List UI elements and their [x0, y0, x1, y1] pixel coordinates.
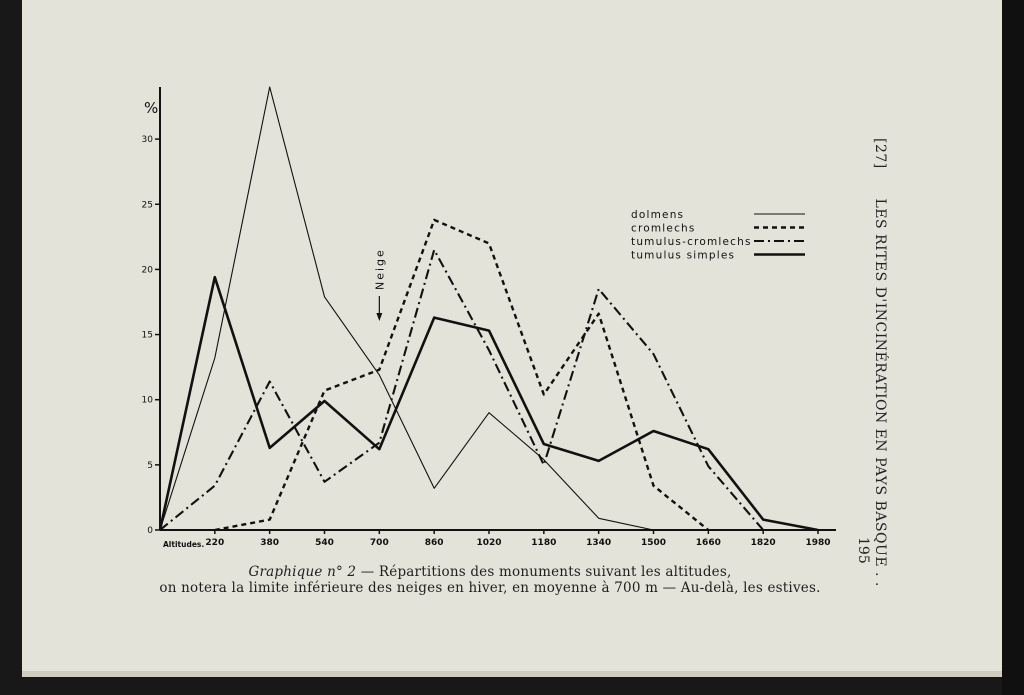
y-axis-label: % — [144, 99, 159, 117]
running-title: LES RITES D'INCINÉRATION EN PAYS BASQUE . . — [872, 198, 888, 587]
y-tick-label: 20 — [141, 265, 153, 276]
legend-label: tumulus simples — [631, 249, 736, 262]
chart-annotation — [373, 248, 386, 321]
x-tick-label: 1820 — [750, 538, 776, 548]
chart-legend — [631, 209, 805, 262]
y-tick-label: 0 — [147, 526, 153, 536]
x-tick-label: 1980 — [805, 538, 831, 548]
x-tick-label: 1020 — [476, 538, 502, 548]
legend-label: cromlechs — [631, 222, 696, 235]
folio-number: [27] — [872, 138, 888, 169]
series-line-cromlechs — [215, 220, 709, 530]
snow-label: Neige — [373, 248, 387, 290]
x-tick-label: 860 — [424, 538, 444, 548]
y-tick-label: 10 — [141, 395, 153, 406]
x-tick-label: 1500 — [640, 538, 667, 548]
snow-arrow-head — [376, 313, 382, 321]
y-tick-label: 15 — [141, 330, 153, 341]
caption-line-1 — [140, 564, 840, 580]
running-head — [872, 138, 888, 587]
caption-label: Graphique n° 2 — [248, 564, 357, 580]
x-tick-label: 1180 — [531, 538, 557, 548]
legend-label: tumulus-cromlechs — [631, 236, 752, 248]
chart-series — [160, 87, 818, 530]
y-tick-label: 30 — [141, 135, 153, 146]
x-tick-label: 380 — [260, 538, 280, 548]
x-tick-label: 220 — [205, 538, 225, 548]
y-tick-label: 25 — [141, 200, 153, 211]
series-line-dolmens — [160, 87, 654, 530]
y-tick-label: 5 — [147, 460, 153, 471]
caption-line-2: on notera la limite inférieure des neiges en hiver, en moyenne à 700 m — Au-delà, les estives. — [159, 580, 821, 596]
x-tick-label: 700 — [369, 538, 389, 548]
x-tick-label: 540 — [315, 538, 334, 548]
caption-text-1: — Répartitions des monuments suivant les altitudes, — [360, 564, 732, 580]
x-tick-label: 1660 — [695, 538, 721, 548]
page-number: 195 — [855, 537, 871, 564]
legend-label: dolmens — [631, 209, 685, 221]
x-tick-label: 1340 — [586, 538, 612, 548]
x-axis-label: Altitudes. — [163, 540, 205, 549]
